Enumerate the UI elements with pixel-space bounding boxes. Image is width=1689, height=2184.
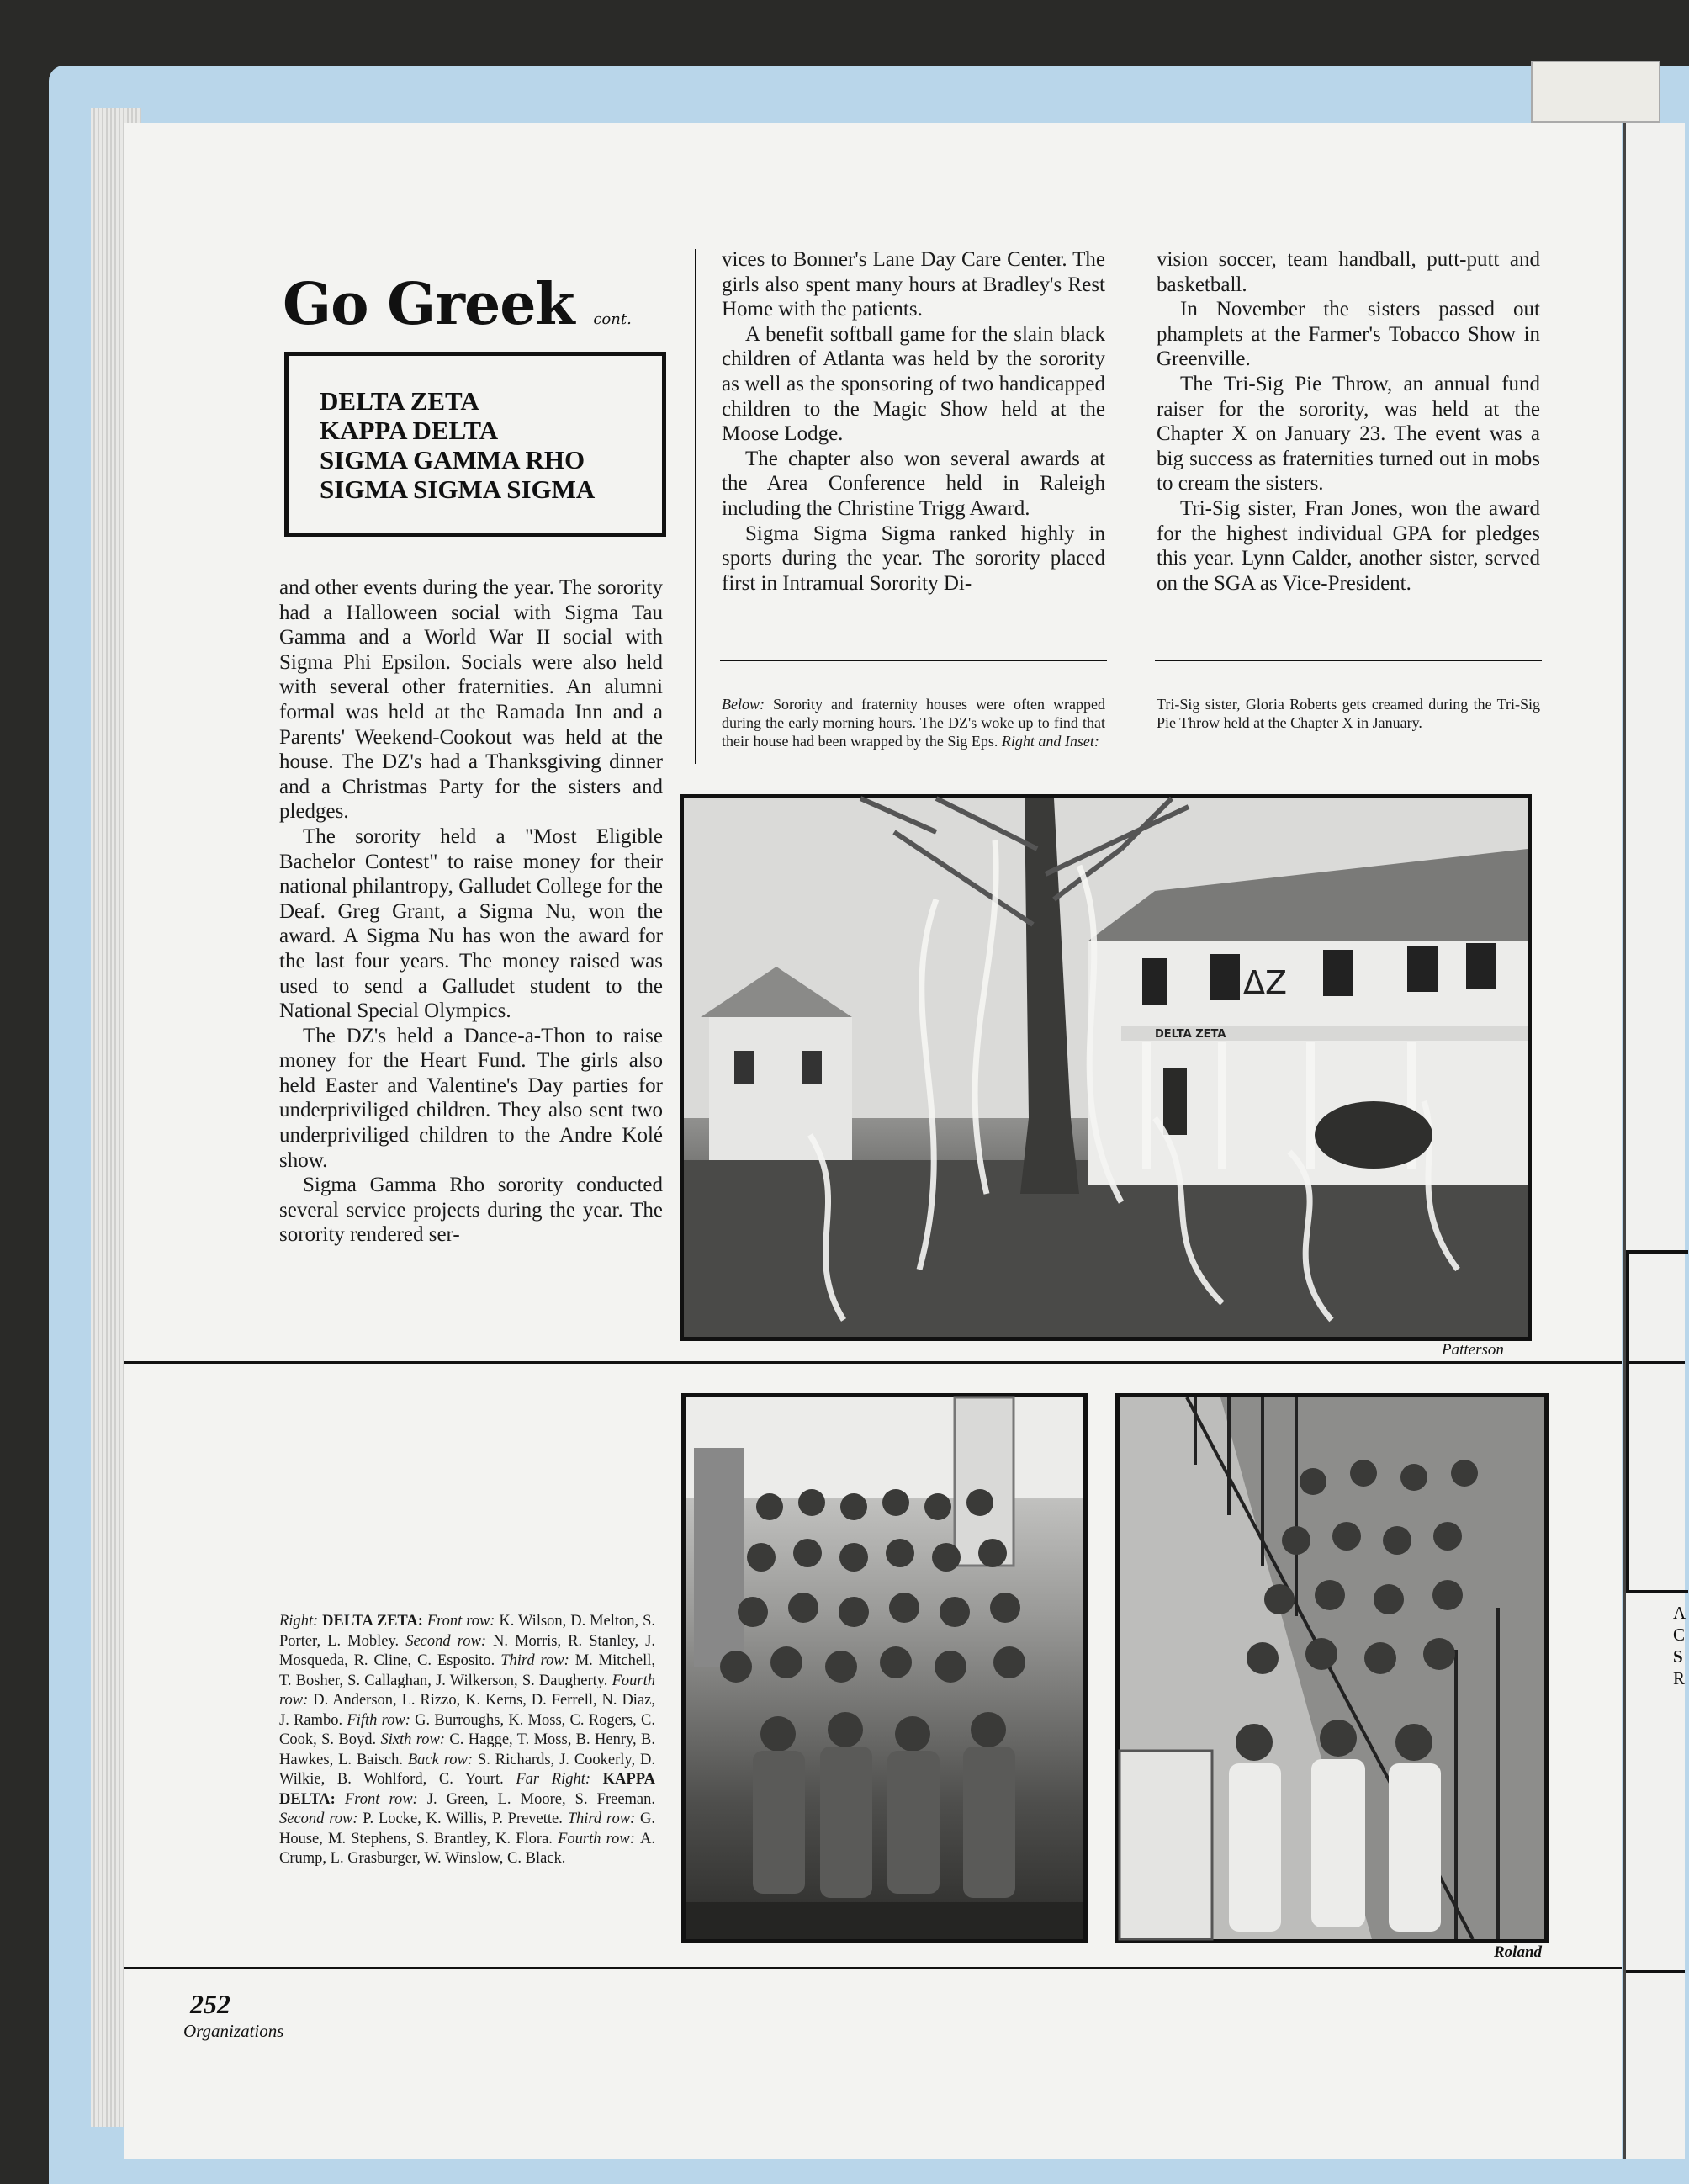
porch-column — [1218, 1042, 1226, 1169]
porch-column — [1306, 1042, 1315, 1169]
right-page-rule-bottom — [1626, 1970, 1685, 1973]
title-cont: cont. — [593, 310, 632, 328]
kappa-delta-group-photo — [1115, 1393, 1549, 1943]
lower-railing — [1120, 1751, 1212, 1939]
dz-group-art — [686, 1397, 1083, 1939]
doorway — [694, 1448, 744, 1667]
article-column-3 — [1157, 247, 1540, 596]
left-house — [709, 1017, 852, 1160]
window — [1142, 958, 1167, 1005]
caption-below: Below: Sorority and fraternity houses were often wrapped during the early morning hours. The DZ's woke up to find that their house had been wrapped by the Sig Eps. Right and Inset: — [722, 696, 1105, 750]
window-frame — [955, 1397, 1014, 1566]
sorority-name-delta-zeta: DELTA ZETA — [320, 386, 479, 416]
window — [1407, 946, 1438, 992]
caption-run: G. Burroughs, K. Moss, C. Rogers, C. Cook, S. Boyd. — [279, 1711, 655, 1748]
door — [1163, 1068, 1187, 1135]
caption-run: J. Green, L. Moore, S. Freeman. — [426, 1790, 656, 1808]
window — [1210, 954, 1240, 1000]
right-page-photo — [1626, 1250, 1688, 1593]
caption-run: DELTA ZETA: — [322, 1613, 427, 1630]
window — [1323, 950, 1353, 996]
paragraph: vices to Bonner's Lane Day Care Center. The girls also spent many hours at Bradley's Rest Home with the patients. — [722, 248, 1105, 321]
delta-zeta-group-photo — [681, 1393, 1088, 1943]
caption-run: M. Mitchell, T. Bosher, S. Callaghan, J. Wilkerson, S. Daugherty. — [279, 1652, 655, 1689]
spine-bookmark-tab — [1531, 61, 1660, 123]
caption-rule — [1155, 660, 1542, 661]
paragraph: A benefit softball game for the slain black children of Atlanta was held by the sorority as well as the sponsoring of two handicapped children to the Magic Show held at the Moose Lodge. — [722, 322, 1105, 446]
kd-group-art — [1120, 1397, 1544, 1939]
column-divider — [695, 249, 696, 764]
paragraph: The chapter also won several awards at the Area Conference held in Raleigh including the Christine Trigg Award. — [722, 447, 1105, 520]
caption-run: D. Anderson, L. Rizzo, K. Kerns, D. Ferrell, N. Diaz, J. Rambo. — [279, 1692, 655, 1729]
group-bodies — [1229, 1759, 1441, 1932]
background-wall — [686, 1397, 1083, 1498]
paragraph: The Tri-Sig Pie Throw, an annual fund raiser for the sorority, was held at the Chapter X on January 23. The event was a big success as fraternities turned out in mobs to cream the sisters. — [1157, 372, 1540, 496]
house-letters: ΔZ — [1243, 964, 1288, 1001]
house-sign: DELTA ZETA — [1155, 1028, 1226, 1041]
caption-run: Second row: — [405, 1632, 494, 1650]
right-page-fragment: A C S R — [1673, 1603, 1686, 1688]
lawn — [684, 1160, 1528, 1337]
right-page-edge — [1623, 123, 1685, 2159]
porch-column — [1142, 1042, 1151, 1169]
caption-run: N. Morris, R. Stanley, J. Mosqueda, R. Cline, C. Esposito. — [279, 1632, 655, 1669]
article-column-1 — [279, 575, 663, 1248]
sorority-name-sigma-gamma-rho: SIGMA GAMMA RHO — [320, 445, 585, 474]
caption-run: Fourth row: — [558, 1830, 640, 1847]
photo-credit-roland: Roland — [1494, 1943, 1543, 1961]
caption-run: P. Locke, K. Willis, P. Prevette. — [363, 1810, 568, 1827]
caption-run: Fifth row: — [347, 1711, 416, 1729]
photo-credit-patterson: Patterson — [1442, 1341, 1504, 1359]
section-label: Organizations — [183, 2021, 284, 2041]
caption-run: Back row: — [407, 1751, 478, 1768]
caption-run: Front row: — [426, 1613, 500, 1630]
yearbook-page — [124, 123, 1622, 2159]
page-title: Go Greek cont. — [283, 271, 632, 338]
window — [734, 1051, 754, 1084]
caption-run: Front row: — [344, 1790, 427, 1808]
window — [1466, 943, 1496, 989]
caption-run: G. House, M. Stephens, S. Brantley, K. Flora. — [279, 1810, 655, 1847]
group-bodies — [753, 1747, 1015, 1898]
house-photo-art — [684, 798, 1528, 1337]
paragraph: Sigma Sigma Sigma ranked highly in sports during the year. The sorority placed first in Intramual Sorority Di- — [722, 522, 1105, 595]
caption-rule — [720, 660, 1107, 661]
caption-run: KAPPA DELTA: — [279, 1771, 655, 1808]
caption-run: K. Wilson, D. Melton, S. Porter, L. Mobley. — [279, 1613, 656, 1650]
caption-run: Fourth row: — [279, 1672, 655, 1709]
sorority-box — [284, 352, 666, 537]
caption-run: Right: — [279, 1613, 323, 1630]
paragraph: The sorority held a "Most Eligible Bachelor Contest" to raise money for their national philantropy, Galludet College for the Deaf. Greg Grant, a Sigma Nu, won the award. A Sigma Nu has won the award for the last four years. The money raised was used to send a Galludet student to the National Special Olympics. — [279, 824, 663, 1023]
group-photo-caption — [279, 1612, 655, 1869]
caption-run: Sixth row: — [380, 1731, 450, 1748]
caption-tri-sig: Tri-Sig sister, Gloria Roberts gets creamed during the Tri-Sig Pie Throw held at the Chapter X in January. — [1157, 696, 1540, 731]
delta-zeta-house-photo — [680, 794, 1532, 1341]
caption-run: S. Richards, J. Cookerly, D. Wilkie, B. Wohlford, C. Yourt. — [279, 1751, 655, 1788]
caption-run: Far Right: — [516, 1771, 603, 1788]
sorority-name-sigma-sigma-sigma: SIGMA SIGMA SIGMA — [320, 474, 596, 504]
window — [802, 1051, 822, 1084]
paragraph: vision soccer, team handball, putt-putt and basketball. — [1157, 248, 1540, 296]
paragraph: The DZ's held a Dance-a-Thon to raise money for the Heart Fund. The girls also held Easter and Valentine's Day parties for underpriviliged children. They also sent two underpriviliged children to the Andre Kolé show. — [279, 1024, 663, 1172]
caption-run: C. Hagge, T. Moss, B. Henry, B. Hawkes, L. Baisch. — [279, 1731, 655, 1768]
paragraph: Sigma Gamma Rho sorority conducted several service projects during the year. The sorority rendered ser- — [279, 1174, 663, 1247]
page-number: 252 — [190, 1989, 230, 2019]
paragraph: Tri-Sig sister, Fran Jones, won the award for the highest individual GPA for pledges this year. Lynn Calder, another sister, served on the SGA as Vice-President. — [1157, 496, 1540, 595]
caption-run: Third row: — [567, 1810, 640, 1827]
article-column-2 — [722, 247, 1105, 596]
shrub — [1315, 1101, 1432, 1169]
paragraph: and other events during the year. The sorority had a Halloween social with Sigma Tau Gamma and a World War II social with Sigma Phi Epsilon. Socials were also held with several other fraternities. An alumni formal was held at the Ramada Inn and a Parents' Weekend-Cookout was held at the house. The DZ's had a Thanksgiving dinner and a Christmas Party for the sisters and pledges. — [279, 576, 663, 824]
footer-rule — [124, 1967, 1622, 1969]
floor — [686, 1902, 1083, 1939]
caption-run: Second row: — [279, 1810, 363, 1827]
sorority-name-kappa-delta: KAPPA DELTA — [320, 416, 499, 445]
section-rule — [124, 1361, 1622, 1364]
caption-run: Third row: — [500, 1652, 575, 1669]
paragraph: In November the sisters passed out phamplets at the Farmer's Tobacco Show in Greenville. — [1157, 298, 1540, 371]
caption-run: A. Crump, L. Grasburger, W. Winslow, C. Black. — [279, 1830, 655, 1867]
